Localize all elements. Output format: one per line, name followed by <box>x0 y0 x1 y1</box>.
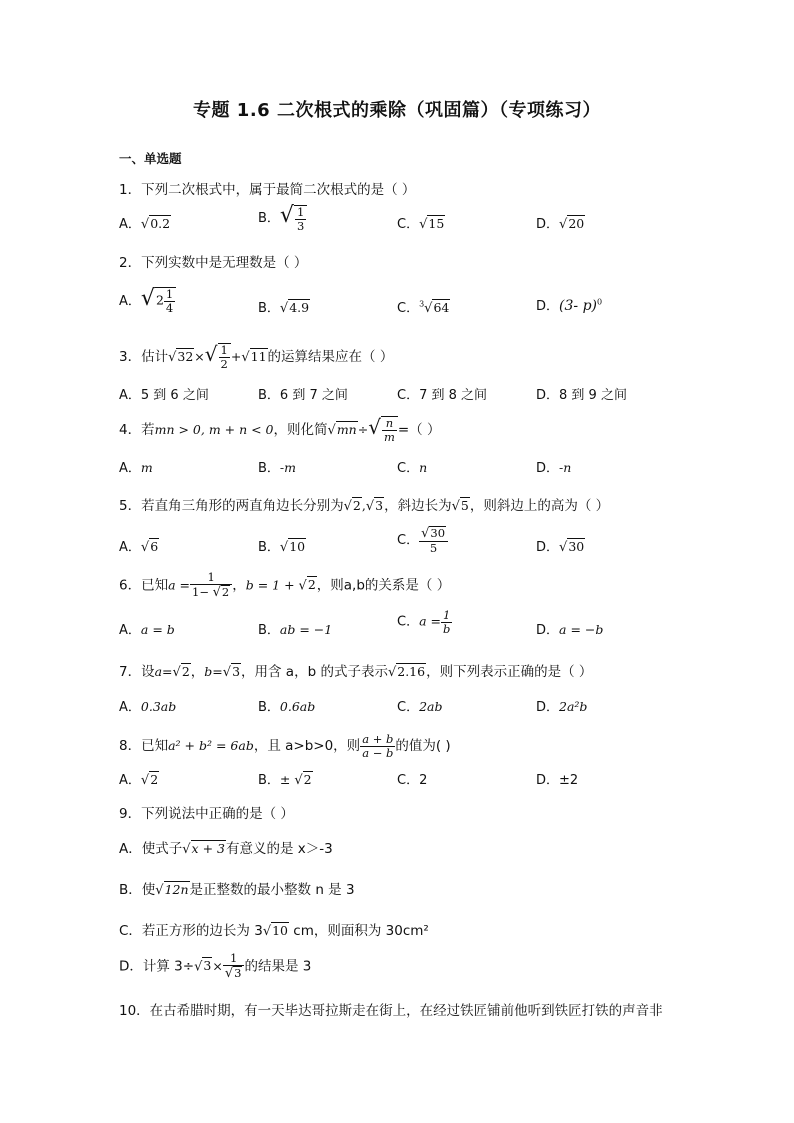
question-1-stem: 1．下列二次根式中，属于最简二次根式的是（ ） <box>119 182 416 198</box>
section-heading: 一、单选题 <box>119 151 182 166</box>
q4-option-d: D．-n <box>536 460 572 476</box>
q9-option-a: A．使式子√x + 3有意义的是 x＞-3 <box>119 841 333 857</box>
q9-option-d: D．计算 3÷√3× $\frac{1}{√3}$ 的结果是 3 <box>119 951 312 981</box>
q3-option-d: D．8 到 9 之间 <box>536 388 627 403</box>
question-10-stem: 10．在古希腊时期，有一天毕达哥拉斯走在街上，在经过铁匠铺前他听到铁匠打铁的声音非 <box>119 1003 663 1019</box>
q4-option-a: A．m <box>119 460 153 476</box>
q7-option-c: C．2ab <box>397 699 443 715</box>
q6-option-b: B．ab = −1 <box>258 622 333 638</box>
q1-option-a: A．√0.2 <box>119 216 171 232</box>
q5-option-a: A．√6 <box>119 539 159 555</box>
q7-option-d: D．2a²b <box>536 699 588 715</box>
question-7-stem: 7．设a=√2，b=√3，用含 a，b 的式子表示√2.16，则下列表示正确的是（ ） <box>119 664 593 680</box>
q5-option-b: B．√10 <box>258 539 306 555</box>
q1-option-d: D．√20 <box>536 216 585 232</box>
q9-option-b: B．使√12n是正整数的最小整数 n 是 3 <box>119 882 355 898</box>
q7-option-a: A．0.3ab <box>119 699 177 715</box>
question-9-stem: 9．下列说法中正确的是（ ） <box>119 806 294 822</box>
q2-option-a: A．√2 $\frac{1}{4}$ <box>119 286 176 315</box>
question-2-stem: 2．下列实数中是无理数是（ ） <box>119 255 308 271</box>
q3-option-b: B．6 到 7 之间 <box>258 388 348 403</box>
question-5-stem: 5．若直角三角形的两直角边长分别为√2,√3，斜边长为√5，则斜边上的高为（ ） <box>119 498 610 514</box>
q4-option-c: C．n <box>397 460 428 476</box>
q8-option-d: D．±2 <box>536 773 579 788</box>
q3-option-c: C．7 到 8 之间 <box>397 388 488 403</box>
page-title: 专题 1.6 二次根式的乘除（巩固篇）（专项练习） <box>193 100 601 121</box>
q8-option-b: B．± √2 <box>258 772 312 788</box>
question-4-stem: 4．若mn > 0, m + n < 0，则化简√mn÷√ $\frac{n}{m}$ =（ ） <box>119 415 441 444</box>
q1-option-c: C．√15 <box>397 216 445 232</box>
question-6-stem: 6．已知a = $\frac{1}{1- √2}$ ，b = 1 + √2，则a,b的关系是（ ） <box>119 570 451 600</box>
q3-option-a: A．5 到 6 之间 <box>119 388 209 403</box>
q4-option-b: B．-m <box>258 460 296 476</box>
q9-option-c: C．若正方形的边长为 3√10 cm，则面积为 30cm² <box>119 923 429 939</box>
question-8-stem: 8．已知a² + b² = 6ab，且 a>b>0，则 $\frac{a + b}{a - b}$ 的值为( ) <box>119 732 451 760</box>
q6-option-c: C．a = $\frac{1}{b}$ <box>397 608 451 636</box>
q2-option-d: D．(3- p)$^0$ <box>536 297 603 314</box>
q7-option-b: B．0.6ab <box>258 699 316 715</box>
question-3-stem: 3．估计√32×√ $\frac{1}{2}$ +√11的运算结果应在（ ） <box>119 342 394 371</box>
q5-option-c: C． $\frac{√30}{5}$ <box>397 526 448 555</box>
q2-option-b: B．√4.9 <box>258 300 310 316</box>
q2-option-c: C．$^3$√64 <box>397 299 450 316</box>
q6-option-d: D．a = −b <box>536 622 604 638</box>
q1-option-b: B．√ $\frac{1}{3}$ <box>258 203 307 232</box>
q8-option-c: C．2 <box>397 773 428 788</box>
q8-option-a: A．√2 <box>119 772 159 788</box>
q5-option-d: D．√30 <box>536 539 585 555</box>
q6-option-a: A．a = b <box>119 622 175 638</box>
